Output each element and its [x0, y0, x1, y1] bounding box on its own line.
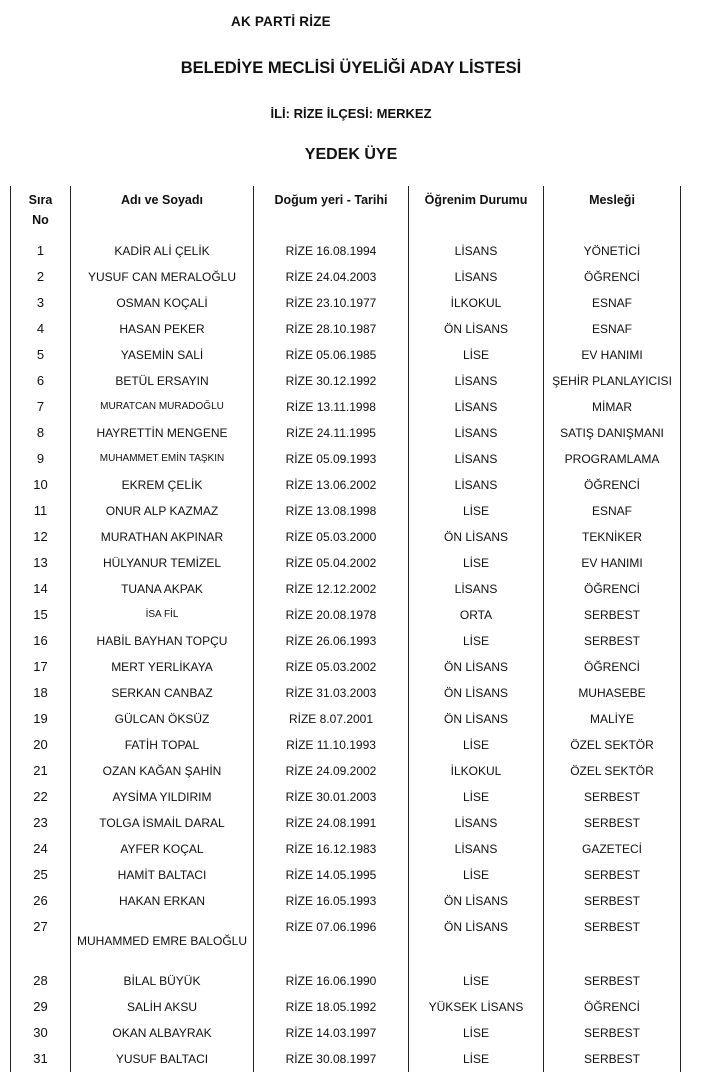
birth-place-date: RİZE 23.10.1977 — [254, 290, 409, 316]
profession: ŞEHİR PLANLAYICISI — [544, 368, 681, 394]
row-number: 24 — [11, 836, 71, 862]
birth-place-date: RİZE 13.06.2002 — [254, 472, 409, 498]
profession: ÖĞRENCİ — [544, 472, 681, 498]
row-number: 18 — [11, 680, 71, 706]
table-row — [11, 498, 681, 524]
profession: ÖĞRENCİ — [544, 654, 681, 680]
row-number: 11 — [11, 498, 71, 524]
row-number: 13 — [11, 550, 71, 576]
candidate-name: YASEMİN SALİ — [71, 342, 254, 368]
table-row — [11, 394, 681, 420]
row-number: 26 — [11, 888, 71, 914]
row-number: 17 — [11, 654, 71, 680]
row-number: 16 — [11, 628, 71, 654]
profession: PROGRAMLAMA — [544, 446, 681, 472]
education-level: LİSE — [409, 784, 544, 810]
document-title: BELEDİYE MECLİSİ ÜYELİĞİ ADAY LİSTESİ — [180, 59, 522, 77]
profession: SERBEST — [544, 862, 681, 888]
education-level: LİSANS — [409, 394, 544, 420]
education-level: LİSE — [409, 1020, 544, 1046]
candidate-name: HASAN PEKER — [71, 316, 254, 342]
candidate-name: HÜLYANUR TEMİZEL — [71, 550, 254, 576]
table-row — [11, 316, 681, 342]
candidate-name: MURATHAN AKPINAR — [71, 524, 254, 550]
table-row — [11, 576, 681, 602]
row-number: 9 — [11, 446, 71, 472]
row-number: 20 — [11, 732, 71, 758]
birth-place-date: RİZE 13.11.1998 — [254, 394, 409, 420]
table-row — [11, 342, 681, 368]
candidate-name: KADİR ALİ ÇELİK — [71, 238, 254, 264]
profession: ESNAF — [544, 498, 681, 524]
table-row — [11, 888, 681, 914]
row-number: 10 — [11, 472, 71, 498]
birth-place-date: RİZE 24.09.2002 — [254, 758, 409, 784]
education-level: İLKOKUL — [409, 758, 544, 784]
candidate-name: AYFER KOÇAL — [71, 836, 254, 862]
candidate-table — [10, 186, 681, 1072]
birth-place-date: RİZE 28.10.1987 — [254, 316, 409, 342]
candidate-name: MUHAMMET EMİN TAŞKIN — [71, 446, 254, 472]
education-level: YÜKSEK LİSANS — [409, 994, 544, 1020]
row-number: 30 — [11, 1020, 71, 1046]
education-level: ORTA — [409, 602, 544, 628]
education-level: LİSANS — [409, 238, 544, 264]
col-header-profession: Mesleği — [544, 186, 681, 238]
candidate-name: GÜLCAN ÖKSÜZ — [71, 706, 254, 732]
table-row — [11, 968, 681, 994]
education-level: LİSE — [409, 342, 544, 368]
table-row — [11, 758, 681, 784]
birth-place-date: RİZE 05.04.2002 — [254, 550, 409, 576]
profession: MUHASEBE — [544, 680, 681, 706]
birth-place-date: RİZE 05.09.1993 — [254, 446, 409, 472]
education-level: LİSE — [409, 862, 544, 888]
birth-place-date: RİZE 30.01.2003 — [254, 784, 409, 810]
profession: SERBEST — [544, 1020, 681, 1046]
candidate-name: HAKAN ERKAN — [71, 888, 254, 914]
row-number: 28 — [11, 968, 71, 994]
row-number: 23 — [11, 810, 71, 836]
candidate-name: İSA FİL — [71, 602, 254, 628]
birth-place-date: RİZE 16.05.1993 — [254, 888, 409, 914]
profession: ÖĞRENCİ — [544, 576, 681, 602]
table-row — [11, 368, 681, 394]
birth-place-date: RİZE 31.03.2003 — [254, 680, 409, 706]
candidate-name: MERT YERLİKAYA — [71, 654, 254, 680]
birth-place-date: RİZE 24.11.1995 — [254, 420, 409, 446]
profession: MİMAR — [544, 394, 681, 420]
candidate-name: MUHAMMED EMRE BALOĞLU — [71, 914, 254, 968]
profession: SERBEST — [544, 914, 681, 968]
row-number: 21 — [11, 758, 71, 784]
profession: SERBEST — [544, 968, 681, 994]
education-level: LİSE — [409, 628, 544, 654]
profession: SERBEST — [544, 602, 681, 628]
table-header-row — [11, 186, 681, 238]
birth-place-date: RİZE 24.08.1991 — [254, 810, 409, 836]
birth-place-date: RİZE 14.05.1995 — [254, 862, 409, 888]
row-number: 25 — [11, 862, 71, 888]
candidate-name: BETÜL ERSAYIN — [71, 368, 254, 394]
table-row — [11, 290, 681, 316]
birth-place-date: RİZE 8.07.2001 — [254, 706, 409, 732]
birth-place-date: RİZE 14.03.1997 — [254, 1020, 409, 1046]
education-level: LİSE — [409, 1046, 544, 1072]
row-number: 22 — [11, 784, 71, 810]
candidate-name: FATİH TOPAL — [71, 732, 254, 758]
birth-place-date: RİZE 12.12.2002 — [254, 576, 409, 602]
candidate-name: YUSUF CAN MERALOĞLU — [71, 264, 254, 290]
table-row — [11, 524, 681, 550]
table-row — [11, 1046, 681, 1072]
birth-place-date: RİZE 16.12.1983 — [254, 836, 409, 862]
profession: SERBEST — [544, 888, 681, 914]
row-number: 27 — [11, 914, 71, 968]
table-row — [11, 264, 681, 290]
birth-place-date: RİZE 13.08.1998 — [254, 498, 409, 524]
row-number: 5 — [11, 342, 71, 368]
birth-place-date: RİZE 05.06.1985 — [254, 342, 409, 368]
education-level: LİSE — [409, 550, 544, 576]
row-number: 8 — [11, 420, 71, 446]
candidate-name: OSMAN KOÇALİ — [71, 290, 254, 316]
candidate-name: AYSİMA YILDIRIM — [71, 784, 254, 810]
profession: EV HANIMI — [544, 342, 681, 368]
profession: SATIŞ DANIŞMANI — [544, 420, 681, 446]
col-header-education: Öğrenim Durumu — [409, 186, 544, 238]
candidate-name: HAMİT BALTACI — [71, 862, 254, 888]
education-level: LİSANS — [409, 446, 544, 472]
birth-place-date: RİZE 16.08.1994 — [254, 238, 409, 264]
birth-place-date: RİZE 11.10.1993 — [254, 732, 409, 758]
section-heading: YEDEK ÜYE — [304, 146, 398, 163]
education-level: LİSANS — [409, 420, 544, 446]
table-body — [11, 238, 681, 1072]
row-number: 12 — [11, 524, 71, 550]
profession: SERBEST — [544, 784, 681, 810]
profession: SERBEST — [544, 810, 681, 836]
table-row — [11, 472, 681, 498]
profession: ÖZEL SEKTÖR — [544, 758, 681, 784]
education-level: ÖN LİSANS — [409, 706, 544, 732]
birth-place-date: RİZE 20.08.1978 — [254, 602, 409, 628]
education-level: LİSANS — [409, 810, 544, 836]
table-row — [11, 914, 681, 968]
party-heading: AK PARTİ RİZE — [231, 14, 331, 29]
table-row — [11, 550, 681, 576]
candidate-name: SERKAN CANBAZ — [71, 680, 254, 706]
table-row — [11, 994, 681, 1020]
education-level: ÖN LİSANS — [409, 316, 544, 342]
birth-place-date: RİZE 16.06.1990 — [254, 968, 409, 994]
profession: MALİYE — [544, 706, 681, 732]
table-row — [11, 862, 681, 888]
profession: ÖĞRENCİ — [544, 994, 681, 1020]
birth-place-date: RİZE 30.08.1997 — [254, 1046, 409, 1072]
table-row — [11, 420, 681, 446]
profession: ESNAF — [544, 290, 681, 316]
table-row — [11, 784, 681, 810]
education-level: ÖN LİSANS — [409, 680, 544, 706]
candidate-name: HABİL BAYHAN TOPÇU — [71, 628, 254, 654]
birth-place-date: RİZE 18.05.1992 — [254, 994, 409, 1020]
birth-place-date: RİZE 24.04.2003 — [254, 264, 409, 290]
birth-place-date: RİZE 26.06.1993 — [254, 628, 409, 654]
table-row — [11, 446, 681, 472]
col-header-no: Sıra No — [11, 186, 71, 238]
candidate-name: SALİH AKSU — [71, 994, 254, 1020]
candidate-name: ONUR ALP KAZMAZ — [71, 498, 254, 524]
profession: GAZETECİ — [544, 836, 681, 862]
profession: TEKNİKER — [544, 524, 681, 550]
candidate-name: OZAN KAĞAN ŞAHİN — [71, 758, 254, 784]
table-row — [11, 628, 681, 654]
col-header-name: Adı ve Soyadı — [71, 186, 254, 238]
table-row — [11, 732, 681, 758]
row-number: 6 — [11, 368, 71, 394]
table-row — [11, 1020, 681, 1046]
education-level: LİSE — [409, 732, 544, 758]
candidate-name: TOLGA İSMAİL DARAL — [71, 810, 254, 836]
education-level: LİSANS — [409, 836, 544, 862]
table-row — [11, 238, 681, 264]
profession: EV HANIMI — [544, 550, 681, 576]
profession: ESNAF — [544, 316, 681, 342]
table-row — [11, 836, 681, 862]
row-number: 4 — [11, 316, 71, 342]
education-level: LİSE — [409, 968, 544, 994]
profession: ÖĞRENCİ — [544, 264, 681, 290]
candidate-name: MURATCAN MURADOĞLU — [71, 394, 254, 420]
education-level: İLKOKUL — [409, 290, 544, 316]
candidate-name: OKAN ALBAYRAK — [71, 1020, 254, 1046]
candidate-name: YUSUF BALTACI — [71, 1046, 254, 1072]
table-row — [11, 706, 681, 732]
row-number: 7 — [11, 394, 71, 420]
education-level: LİSANS — [409, 576, 544, 602]
row-number: 1 — [11, 238, 71, 264]
profession: YÖNETİCİ — [544, 238, 681, 264]
candidate-name: TUANA AKPAK — [71, 576, 254, 602]
education-level: ÖN LİSANS — [409, 654, 544, 680]
table-row — [11, 654, 681, 680]
col-header-birth: Doğum yeri - Tarihi — [254, 186, 409, 238]
education-level: LİSANS — [409, 264, 544, 290]
education-level: ÖN LİSANS — [409, 524, 544, 550]
birth-place-date: RİZE 07.06.1996 — [254, 914, 409, 968]
education-level: LİSE — [409, 498, 544, 524]
profession: SERBEST — [544, 628, 681, 654]
birth-place-date: RİZE 30.12.1992 — [254, 368, 409, 394]
education-level: ÖN LİSANS — [409, 888, 544, 914]
candidate-name: HAYRETTİN MENGENE — [71, 420, 254, 446]
region-line: İLİ: RİZE İLÇESİ: MERKEZ — [270, 106, 432, 121]
row-number: 15 — [11, 602, 71, 628]
candidate-name: EKREM ÇELİK — [71, 472, 254, 498]
education-level: LİSANS — [409, 472, 544, 498]
table-row — [11, 810, 681, 836]
row-number: 3 — [11, 290, 71, 316]
education-level: LİSANS — [409, 368, 544, 394]
row-number: 14 — [11, 576, 71, 602]
table-row — [11, 680, 681, 706]
birth-place-date: RİZE 05.03.2002 — [254, 654, 409, 680]
row-number: 19 — [11, 706, 71, 732]
profession: ÖZEL SEKTÖR — [544, 732, 681, 758]
profession: SERBEST — [544, 1046, 681, 1072]
birth-place-date: RİZE 05.03.2000 — [254, 524, 409, 550]
row-number: 29 — [11, 994, 71, 1020]
candidate-name: BİLAL BÜYÜK — [71, 968, 254, 994]
table-row — [11, 602, 681, 628]
education-level: ÖN LİSANS — [409, 914, 544, 968]
row-number: 31 — [11, 1046, 71, 1072]
row-number: 2 — [11, 264, 71, 290]
